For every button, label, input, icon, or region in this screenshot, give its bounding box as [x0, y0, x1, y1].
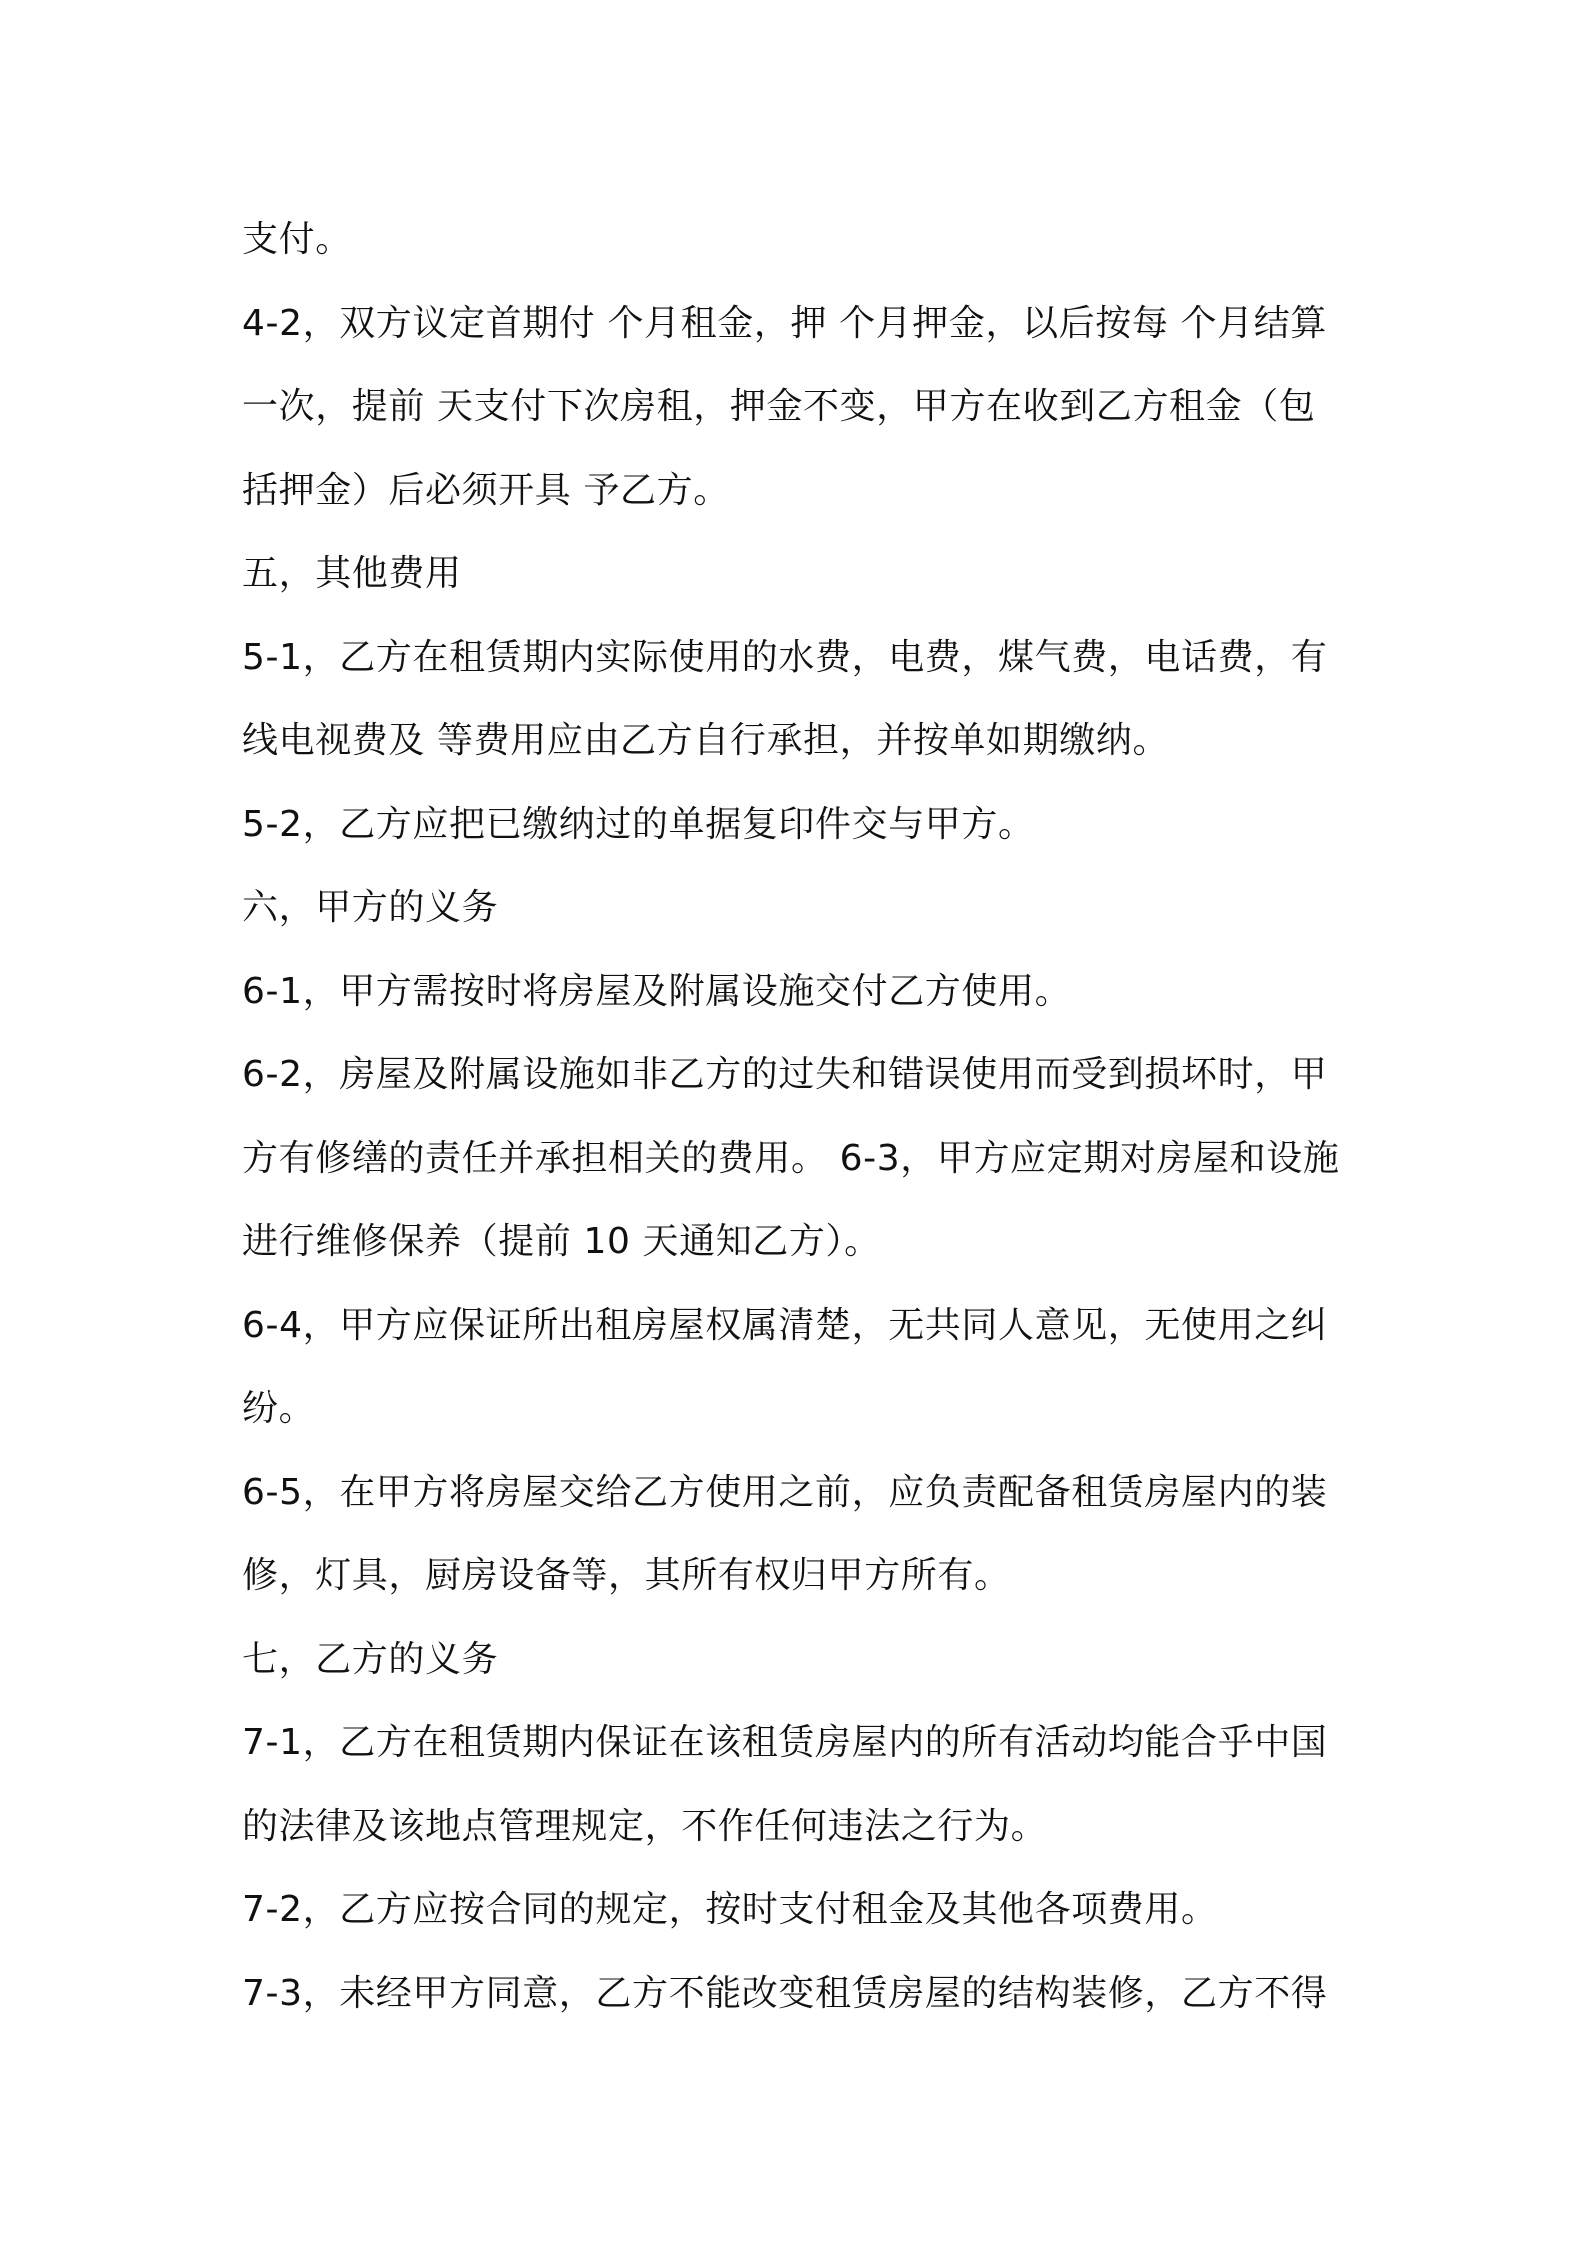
- text-line: 线电视费及 等费用应由乙方自行承担，并按单如期缴纳。: [242, 720, 1170, 761]
- section-heading: 七，乙方的义务: [242, 1638, 499, 1680]
- text-line: 6-4，甲方应保证所出租房屋权属清楚，无共同人意见，无使用之纠: [242, 1304, 1328, 1346]
- text-line: 6-1，甲方需按时将房屋及附属设施交付乙方使用。: [242, 970, 1072, 1012]
- text-line: 6-2，房屋及附属设施如非乙方的过失和错误使用而受到损坏时，甲: [242, 1054, 1328, 1095]
- text-line: 7-3，未经甲方同意，乙方不能改变租赁房屋的结构装修，乙方不得: [242, 1972, 1328, 2014]
- text-line: 进行维修保养（提前 10 天通知乙方）。: [242, 1221, 881, 1262]
- text-line: 5-1，乙方在租赁期内实际使用的水费，电费，煤气费，电话费，有: [242, 636, 1328, 678]
- contract-text: [242, 198, 1362, 2035]
- text-line: 7-2，乙方应按合同的规定，按时支付租金及其他各项费用。: [242, 1889, 1218, 1930]
- section-heading: 六，甲方的义务: [242, 887, 499, 928]
- text-line: 纷。: [242, 1388, 316, 1429]
- text-line: 一次，提前 天支付下次房租，押金不变，甲方在收到乙方租金（包: [242, 386, 1316, 427]
- text-line: 支付。: [242, 219, 352, 260]
- text-line: 7-1，乙方在租赁期内保证在该租赁房屋内的所有活动均能合乎中国: [242, 1722, 1328, 1763]
- text-line: 的法律及该地点管理规定，不作任何违法之行为。: [242, 1805, 1048, 1847]
- text-line: 方有修缮的责任并承担相关的费用。 6-3，甲方应定期对房屋和设施: [242, 1137, 1340, 1179]
- text-line: 4-2，双方议定首期付 个月租金，押 个月押金，以后按每 个月结算: [242, 302, 1327, 344]
- text-line: 修，灯具，厨房设备等，其所有权归甲方所有。: [242, 1555, 1011, 1596]
- section-heading: 五，其他费用: [242, 553, 462, 594]
- text-line: 5-2，乙方应把已缴纳过的单据复印件交与甲方。: [242, 803, 1035, 845]
- text-line: 括押金）后必须开具 予乙方。: [242, 469, 730, 511]
- text-line: 6-5，在甲方将房屋交给乙方使用之前，应负责配备租赁房屋内的装: [242, 1471, 1328, 1513]
